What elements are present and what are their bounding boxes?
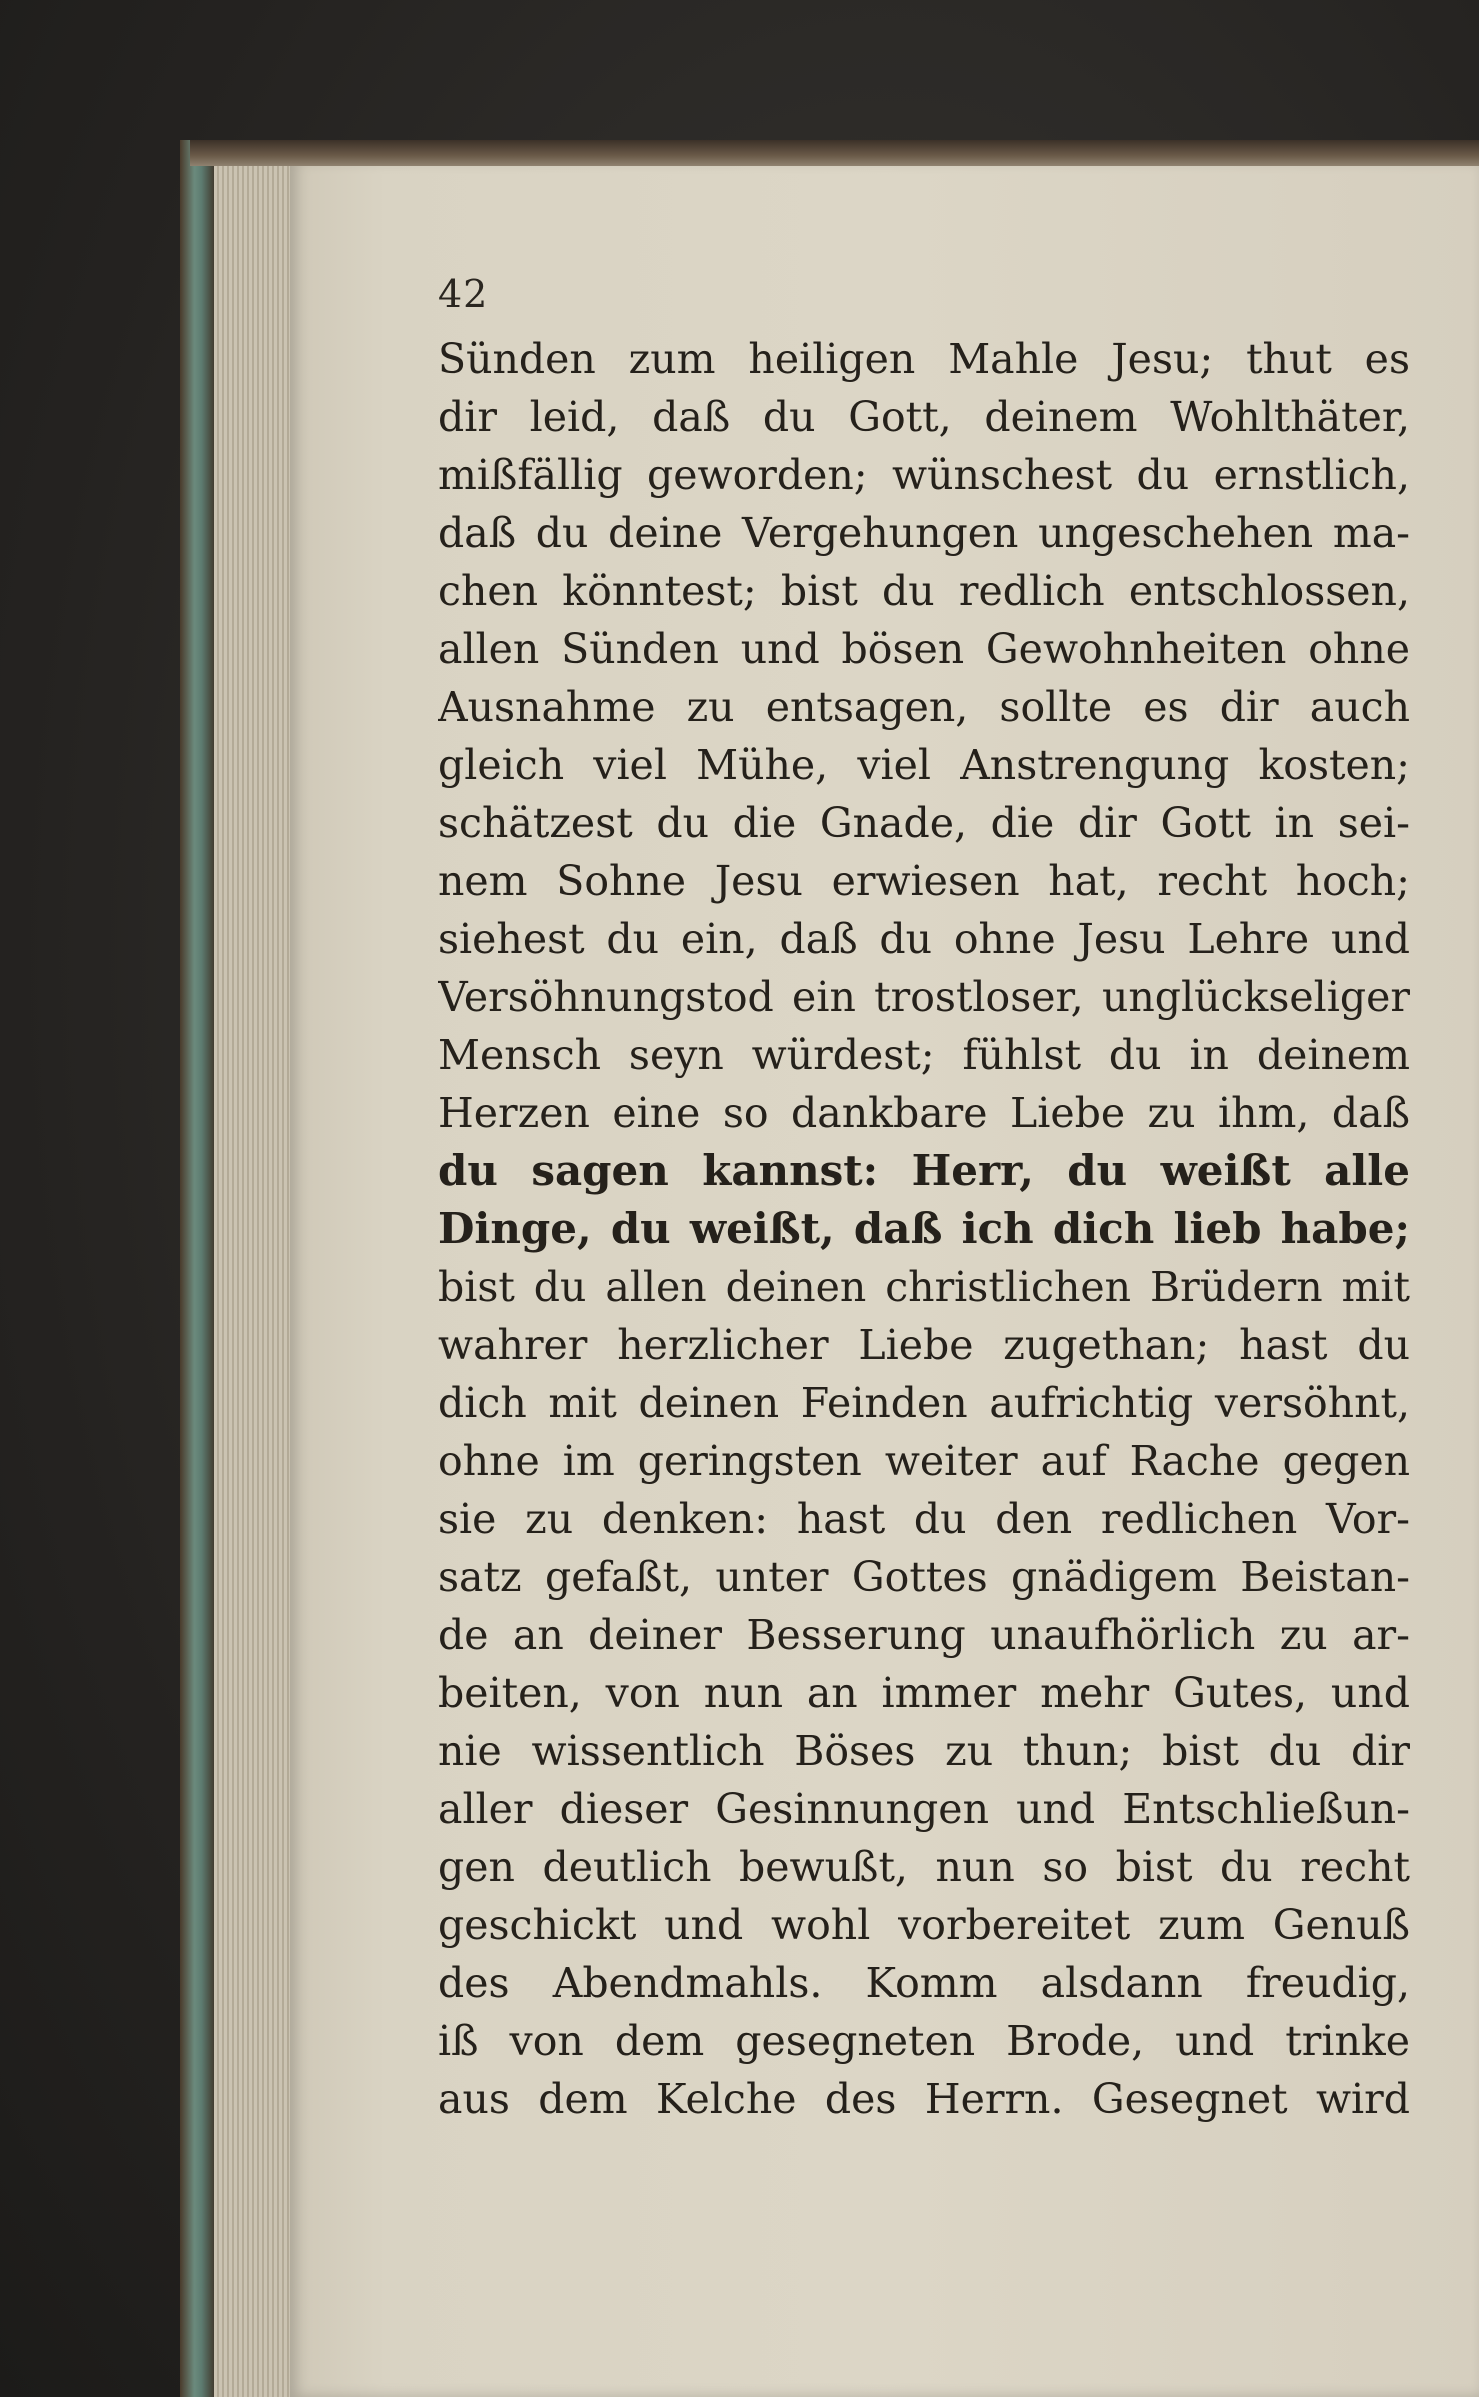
text-line: nem Sohne Jesu erwiesen hat, recht hoch; [438,857,1410,905]
text-line: iß von dem gesegneten Brode, und trinke [438,2017,1410,2065]
text-line: daß du deine Vergehungen ungeschehen ma- [438,509,1410,557]
text-line: aller dieser Gesinnungen und Entschließun- [438,1785,1410,1833]
text-line: Mensch seyn würdest; fühlst du in deinem [438,1031,1410,1079]
text-line: ohne im geringsten weiter auf Rache gegen [438,1437,1410,1485]
text-line-emphasis: Dinge, du weißt, daß ich dich lieb habe; [438,1204,1410,1253]
text-line: Herzen eine so dankbare Liebe zu ihm, daß [438,1089,1410,1137]
text-line: de an deiner Besserung unaufhörlich zu ar- [438,1611,1410,1659]
page-number: 42 [438,272,489,316]
text-line: dich mit deinen Feinden aufrichtig versöhnt, [438,1379,1410,1427]
book-top-edge [190,140,1479,166]
text-line: sie zu denken: hast du den redlichen Vor- [438,1495,1410,1543]
text-line: siehest du ein, daß du ohne Jesu Lehre und [438,915,1410,963]
text-line: aus dem Kelche des Herrn. Gesegnet wird [438,2075,1410,2123]
text-line: chen könntest; bist du redlich entschlossen, [438,567,1410,615]
text-line: wahrer herzlicher Liebe zugethan; hast du [438,1321,1410,1369]
book-spine-edge [180,140,216,2397]
page-edges [214,160,294,2397]
text-line: geschickt und wohl vorbereitet zum Genuß [438,1901,1410,1949]
page-text [438,330,1410,2128]
text-line: Ausnahme zu entsagen, sollte es dir auch [438,683,1410,731]
text-line: nie wissentlich Böses zu thun; bist du dir [438,1727,1410,1775]
text-line: schätzest du die Gnade, die dir Gott in sei- [438,799,1410,847]
text-line: Sünden zum heiligen Mahle Jesu; thut es [438,335,1410,383]
text-line: beiten, von nun an immer mehr Gutes, und [438,1669,1410,1717]
text-line: dir leid, daß du Gott, deinem Wohlthäter, [438,393,1410,441]
text-line: gleich viel Mühe, viel Anstrengung kosten; [438,741,1410,789]
text-line-emphasis: du sagen kannst: Herr, du weißt alle [438,1146,1410,1195]
text-line: satz gefaßt, unter Gottes gnädigem Beistan- [438,1553,1410,1601]
text-line: gen deutlich bewußt, nun so bist du recht [438,1843,1410,1891]
text-line: allen Sünden und bösen Gewohnheiten ohne [438,625,1410,673]
text-line: bist du allen deinen christlichen Brüdern mit [438,1263,1410,1311]
text-line: mißfällig geworden; wünschest du ernstlich, [438,451,1410,499]
text-line: des Abendmahls. Komm alsdann freudig, [438,1959,1410,2007]
text-line: Versöhnungstod ein trostloser, unglückseliger [438,973,1410,1021]
